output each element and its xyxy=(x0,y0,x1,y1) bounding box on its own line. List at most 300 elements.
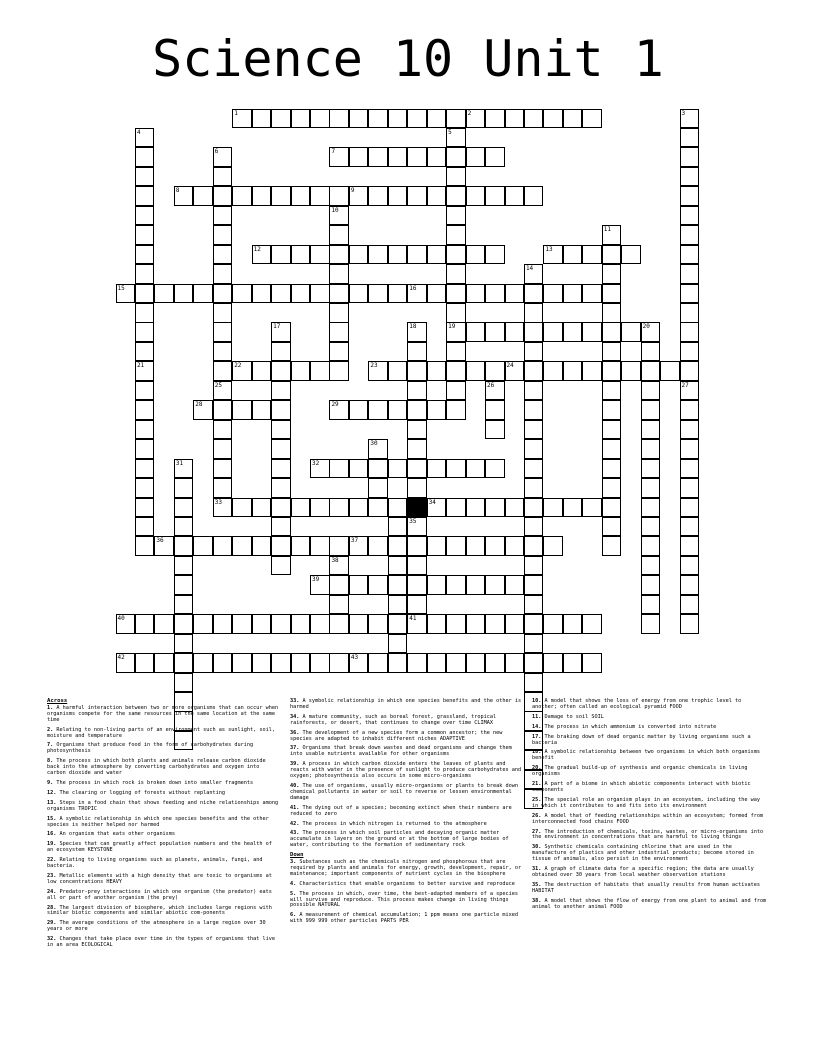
crossword-cell[interactable] xyxy=(232,653,252,673)
crossword-cell[interactable] xyxy=(329,147,349,167)
crossword-cell[interactable] xyxy=(135,478,155,498)
crossword-cell[interactable] xyxy=(524,322,544,342)
crossword-cell[interactable] xyxy=(641,556,661,576)
crossword-cell[interactable] xyxy=(232,498,252,518)
crossword-cell[interactable] xyxy=(641,498,661,518)
crossword-cell[interactable] xyxy=(524,459,544,479)
crossword-cell[interactable] xyxy=(680,400,700,420)
crossword-cell[interactable] xyxy=(135,284,155,304)
crossword-cell[interactable] xyxy=(407,595,427,615)
crossword-cell[interactable] xyxy=(407,109,427,129)
crossword-cell[interactable] xyxy=(135,167,155,187)
crossword-cell[interactable] xyxy=(446,400,466,420)
crossword-cell[interactable] xyxy=(427,498,447,518)
crossword-cell[interactable] xyxy=(680,575,700,595)
crossword-cell[interactable] xyxy=(680,322,700,342)
crossword-cell[interactable] xyxy=(329,459,349,479)
crossword-cell[interactable] xyxy=(524,634,544,654)
crossword-cell[interactable] xyxy=(368,614,388,634)
crossword-cell[interactable] xyxy=(680,556,700,576)
crossword-cell[interactable] xyxy=(135,225,155,245)
crossword-cell[interactable] xyxy=(232,186,252,206)
crossword-cell[interactable] xyxy=(213,303,233,323)
crossword-cell[interactable] xyxy=(174,517,194,537)
crossword-cell[interactable] xyxy=(329,186,349,206)
crossword-cell[interactable] xyxy=(154,536,174,556)
crossword-cell[interactable] xyxy=(427,536,447,556)
crossword-cell[interactable] xyxy=(602,381,622,401)
crossword-cell[interactable] xyxy=(563,614,583,634)
crossword-cell[interactable] xyxy=(291,498,311,518)
crossword-cell[interactable] xyxy=(680,206,700,226)
crossword-cell[interactable] xyxy=(602,225,622,245)
crossword-cell[interactable] xyxy=(213,264,233,284)
crossword-cell[interactable] xyxy=(193,400,213,420)
crossword-cell[interactable] xyxy=(135,400,155,420)
crossword-cell[interactable] xyxy=(524,284,544,304)
crossword-cell[interactable] xyxy=(524,400,544,420)
crossword-cell[interactable] xyxy=(466,498,486,518)
crossword-cell[interactable] xyxy=(174,478,194,498)
crossword-cell[interactable] xyxy=(349,575,369,595)
crossword-cell[interactable] xyxy=(466,653,486,673)
crossword-cell[interactable] xyxy=(388,634,408,654)
crossword-cell[interactable] xyxy=(310,575,330,595)
crossword-cell[interactable] xyxy=(446,264,466,284)
crossword-cell[interactable] xyxy=(135,303,155,323)
crossword-cell[interactable] xyxy=(388,498,408,518)
crossword-cell[interactable] xyxy=(349,498,369,518)
crossword-cell[interactable] xyxy=(368,400,388,420)
crossword-cell[interactable] xyxy=(446,498,466,518)
crossword-cell[interactable] xyxy=(505,575,525,595)
crossword-cell[interactable] xyxy=(349,614,369,634)
crossword-cell[interactable] xyxy=(271,556,291,576)
crossword-cell[interactable] xyxy=(349,147,369,167)
crossword-cell[interactable] xyxy=(271,459,291,479)
crossword-cell[interactable] xyxy=(524,575,544,595)
crossword-cell[interactable] xyxy=(213,439,233,459)
crossword-cell[interactable] xyxy=(388,109,408,129)
crossword-cell[interactable] xyxy=(388,614,408,634)
crossword-cell[interactable] xyxy=(368,186,388,206)
crossword-cell[interactable] xyxy=(602,303,622,323)
crossword-cell[interactable] xyxy=(427,459,447,479)
crossword-cell[interactable] xyxy=(329,536,349,556)
crossword-cell[interactable] xyxy=(135,322,155,342)
crossword-cell[interactable] xyxy=(680,284,700,304)
crossword-cell[interactable] xyxy=(135,147,155,167)
crossword-cell[interactable] xyxy=(213,245,233,265)
crossword-cell[interactable] xyxy=(524,381,544,401)
crossword-cell[interactable] xyxy=(349,536,369,556)
crossword-cell[interactable] xyxy=(329,498,349,518)
crossword-cell[interactable] xyxy=(310,284,330,304)
crossword-cell[interactable] xyxy=(271,478,291,498)
crossword-cell[interactable] xyxy=(524,186,544,206)
crossword-cell[interactable] xyxy=(213,498,233,518)
crossword-cell[interactable] xyxy=(349,400,369,420)
crossword-cell[interactable] xyxy=(582,322,602,342)
crossword-cell[interactable] xyxy=(291,284,311,304)
crossword-cell[interactable] xyxy=(641,595,661,615)
crossword-cell[interactable] xyxy=(329,284,349,304)
crossword-cell[interactable] xyxy=(427,361,447,381)
crossword-cell[interactable] xyxy=(621,245,641,265)
crossword-cell[interactable] xyxy=(174,536,194,556)
crossword-cell[interactable] xyxy=(135,186,155,206)
crossword-cell[interactable] xyxy=(349,186,369,206)
crossword-cell[interactable] xyxy=(291,614,311,634)
crossword-cell[interactable] xyxy=(310,536,330,556)
crossword-cell[interactable] xyxy=(680,361,700,381)
crossword-cell[interactable] xyxy=(310,361,330,381)
crossword-cell[interactable] xyxy=(582,653,602,673)
crossword-cell[interactable] xyxy=(291,245,311,265)
crossword-cell[interactable] xyxy=(641,478,661,498)
crossword-cell[interactable] xyxy=(310,186,330,206)
crossword-cell[interactable] xyxy=(524,614,544,634)
crossword-cell[interactable] xyxy=(135,264,155,284)
crossword-cell[interactable] xyxy=(485,459,505,479)
crossword-cell[interactable] xyxy=(368,245,388,265)
crossword-cell[interactable] xyxy=(388,575,408,595)
crossword-cell[interactable] xyxy=(407,147,427,167)
crossword-cell[interactable] xyxy=(543,614,563,634)
crossword-cell[interactable] xyxy=(154,284,174,304)
crossword-cell[interactable] xyxy=(213,322,233,342)
crossword-cell[interactable] xyxy=(602,322,622,342)
crossword-cell[interactable] xyxy=(485,498,505,518)
crossword-cell[interactable] xyxy=(368,478,388,498)
crossword-cell[interactable] xyxy=(213,186,233,206)
crossword-cell[interactable] xyxy=(602,400,622,420)
crossword-cell[interactable] xyxy=(680,225,700,245)
crossword-cell[interactable] xyxy=(232,361,252,381)
crossword-cell[interactable] xyxy=(368,147,388,167)
crossword-cell[interactable] xyxy=(485,186,505,206)
crossword-cell[interactable] xyxy=(446,284,466,304)
crossword-cell[interactable] xyxy=(291,186,311,206)
crossword-cell[interactable] xyxy=(388,536,408,556)
crossword-cell[interactable] xyxy=(621,361,641,381)
crossword-cell[interactable] xyxy=(602,459,622,479)
crossword-cell[interactable] xyxy=(407,342,427,362)
crossword-cell[interactable] xyxy=(543,536,563,556)
crossword-cell[interactable] xyxy=(368,536,388,556)
crossword-cell[interactable] xyxy=(485,147,505,167)
crossword-cell[interactable] xyxy=(368,653,388,673)
crossword-cell[interactable] xyxy=(524,653,544,673)
crossword-cell[interactable] xyxy=(135,498,155,518)
crossword-cell[interactable] xyxy=(680,517,700,537)
crossword-cell[interactable] xyxy=(174,459,194,479)
crossword-cell[interactable] xyxy=(407,245,427,265)
crossword-cell[interactable] xyxy=(446,614,466,634)
crossword-cell[interactable] xyxy=(602,439,622,459)
crossword-cell[interactable] xyxy=(427,109,447,129)
crossword-cell[interactable] xyxy=(641,420,661,440)
crossword-cell[interactable] xyxy=(602,361,622,381)
crossword-cell[interactable] xyxy=(291,653,311,673)
crossword-cell[interactable] xyxy=(329,245,349,265)
crossword-cell[interactable] xyxy=(271,381,291,401)
crossword-cell[interactable] xyxy=(368,439,388,459)
crossword-cell[interactable] xyxy=(466,361,486,381)
crossword-cell[interactable] xyxy=(174,556,194,576)
crossword-cell[interactable] xyxy=(271,361,291,381)
crossword-cell[interactable] xyxy=(446,459,466,479)
crossword-cell[interactable] xyxy=(310,498,330,518)
crossword-cell[interactable] xyxy=(135,420,155,440)
crossword-cell[interactable] xyxy=(543,245,563,265)
crossword-cell[interactable] xyxy=(446,322,466,342)
crossword-cell[interactable] xyxy=(388,595,408,615)
crossword-cell[interactable] xyxy=(466,322,486,342)
crossword-cell[interactable] xyxy=(563,284,583,304)
crossword-cell[interactable] xyxy=(349,245,369,265)
crossword-cell[interactable] xyxy=(407,556,427,576)
crossword-cell[interactable] xyxy=(427,284,447,304)
crossword-cell[interactable] xyxy=(213,614,233,634)
crossword-cell[interactable] xyxy=(563,361,583,381)
crossword-cell[interactable] xyxy=(582,284,602,304)
crossword-cell[interactable] xyxy=(485,109,505,129)
crossword-cell[interactable] xyxy=(252,400,272,420)
crossword-cell[interactable] xyxy=(116,284,136,304)
crossword-cell[interactable] xyxy=(388,284,408,304)
crossword-cell[interactable] xyxy=(213,400,233,420)
crossword-cell[interactable] xyxy=(485,284,505,304)
crossword-cell[interactable] xyxy=(446,342,466,362)
crossword-cell[interactable] xyxy=(213,284,233,304)
crossword-cell[interactable] xyxy=(466,575,486,595)
crossword-cell[interactable] xyxy=(407,420,427,440)
crossword-cell[interactable] xyxy=(193,536,213,556)
crossword-cell[interactable] xyxy=(174,614,194,634)
crossword-cell[interactable] xyxy=(524,536,544,556)
crossword-cell[interactable] xyxy=(602,284,622,304)
crossword-cell[interactable] xyxy=(524,342,544,362)
crossword-cell[interactable] xyxy=(174,595,194,615)
crossword-cell[interactable] xyxy=(641,459,661,479)
crossword-cell[interactable] xyxy=(252,614,272,634)
crossword-cell[interactable] xyxy=(368,459,388,479)
crossword-cell[interactable] xyxy=(505,361,525,381)
crossword-cell[interactable] xyxy=(485,245,505,265)
crossword-cell[interactable] xyxy=(232,614,252,634)
crossword-cell[interactable] xyxy=(388,361,408,381)
crossword-cell[interactable] xyxy=(135,342,155,362)
crossword-cell[interactable] xyxy=(349,284,369,304)
crossword-cell[interactable] xyxy=(446,128,466,148)
crossword-cell[interactable] xyxy=(427,614,447,634)
crossword-cell[interactable] xyxy=(388,556,408,576)
crossword-cell[interactable] xyxy=(291,536,311,556)
crossword-cell[interactable] xyxy=(446,575,466,595)
crossword-cell[interactable] xyxy=(174,673,194,693)
crossword-cell[interactable] xyxy=(213,459,233,479)
crossword-cell[interactable] xyxy=(310,653,330,673)
crossword-cell[interactable] xyxy=(563,322,583,342)
crossword-cell[interactable] xyxy=(446,167,466,187)
crossword-cell[interactable] xyxy=(641,614,661,634)
crossword-cell[interactable] xyxy=(213,342,233,362)
crossword-cell[interactable] xyxy=(271,245,291,265)
crossword-cell[interactable] xyxy=(329,400,349,420)
crossword-cell[interactable] xyxy=(680,128,700,148)
crossword-cell[interactable] xyxy=(407,614,427,634)
crossword-cell[interactable] xyxy=(213,420,233,440)
crossword-cell[interactable] xyxy=(271,536,291,556)
crossword-cell[interactable] xyxy=(271,284,291,304)
crossword-cell[interactable] xyxy=(446,653,466,673)
crossword-cell[interactable] xyxy=(680,109,700,129)
crossword-cell[interactable] xyxy=(466,614,486,634)
crossword-cell[interactable] xyxy=(368,575,388,595)
crossword-cell[interactable] xyxy=(213,536,233,556)
crossword-cell[interactable] xyxy=(505,498,525,518)
crossword-cell[interactable] xyxy=(680,303,700,323)
crossword-cell[interactable] xyxy=(329,361,349,381)
crossword-cell[interactable] xyxy=(252,284,272,304)
crossword-cell[interactable] xyxy=(524,556,544,576)
crossword-cell[interactable] xyxy=(485,614,505,634)
crossword-cell[interactable] xyxy=(407,439,427,459)
crossword-cell[interactable] xyxy=(388,400,408,420)
crossword-cell[interactable] xyxy=(271,420,291,440)
crossword-cell[interactable] xyxy=(680,245,700,265)
crossword-cell[interactable] xyxy=(602,517,622,537)
crossword-cell[interactable] xyxy=(213,361,233,381)
crossword-cell[interactable] xyxy=(213,653,233,673)
crossword-cell[interactable] xyxy=(485,653,505,673)
crossword-cell[interactable] xyxy=(232,400,252,420)
crossword-cell[interactable] xyxy=(641,400,661,420)
crossword-cell[interactable] xyxy=(524,264,544,284)
crossword-cell[interactable] xyxy=(524,361,544,381)
crossword-cell[interactable] xyxy=(388,147,408,167)
crossword-cell[interactable] xyxy=(427,400,447,420)
crossword-cell[interactable] xyxy=(582,498,602,518)
crossword-cell[interactable] xyxy=(641,322,661,342)
crossword-cell[interactable] xyxy=(232,109,252,129)
crossword-cell[interactable] xyxy=(407,517,427,537)
crossword-cell[interactable] xyxy=(135,381,155,401)
crossword-cell[interactable] xyxy=(329,264,349,284)
crossword-cell[interactable] xyxy=(680,420,700,440)
crossword-cell[interactable] xyxy=(446,206,466,226)
crossword-cell[interactable] xyxy=(602,478,622,498)
crossword-cell[interactable] xyxy=(193,653,213,673)
crossword-cell[interactable] xyxy=(232,536,252,556)
crossword-cell[interactable] xyxy=(329,303,349,323)
crossword-cell[interactable] xyxy=(446,225,466,245)
crossword-cell[interactable] xyxy=(407,186,427,206)
crossword-cell[interactable] xyxy=(524,498,544,518)
crossword-cell[interactable] xyxy=(543,361,563,381)
crossword-cell[interactable] xyxy=(680,147,700,167)
crossword-cell[interactable] xyxy=(310,109,330,129)
crossword-cell[interactable] xyxy=(680,536,700,556)
crossword-cell[interactable] xyxy=(252,361,272,381)
crossword-cell[interactable] xyxy=(174,575,194,595)
crossword-cell[interactable] xyxy=(368,498,388,518)
crossword-cell[interactable] xyxy=(680,439,700,459)
crossword-cell[interactable] xyxy=(680,167,700,187)
crossword-cell[interactable] xyxy=(485,536,505,556)
crossword-cell[interactable] xyxy=(310,614,330,634)
crossword-cell[interactable] xyxy=(407,653,427,673)
crossword-cell[interactable] xyxy=(329,595,349,615)
crossword-cell[interactable] xyxy=(641,381,661,401)
crossword-cell[interactable] xyxy=(193,186,213,206)
crossword-cell[interactable] xyxy=(368,361,388,381)
crossword-cell[interactable] xyxy=(271,322,291,342)
crossword-cell[interactable] xyxy=(641,536,661,556)
crossword-cell[interactable] xyxy=(252,498,272,518)
crossword-cell[interactable] xyxy=(543,498,563,518)
crossword-cell[interactable] xyxy=(524,439,544,459)
crossword-cell[interactable] xyxy=(641,575,661,595)
crossword-cell[interactable] xyxy=(466,459,486,479)
crossword-cell[interactable] xyxy=(329,556,349,576)
crossword-cell[interactable] xyxy=(505,653,525,673)
crossword-cell[interactable] xyxy=(116,653,136,673)
crossword-cell[interactable] xyxy=(174,634,194,654)
crossword-cell[interactable] xyxy=(135,128,155,148)
crossword-cell[interactable] xyxy=(680,614,700,634)
crossword-cell[interactable] xyxy=(329,206,349,226)
crossword-cell[interactable] xyxy=(446,186,466,206)
crossword-cell[interactable] xyxy=(407,400,427,420)
crossword-cell[interactable] xyxy=(252,186,272,206)
crossword-cell[interactable] xyxy=(602,498,622,518)
crossword-cell[interactable] xyxy=(407,459,427,479)
crossword-cell[interactable] xyxy=(407,361,427,381)
crossword-cell[interactable] xyxy=(154,614,174,634)
crossword-cell[interactable] xyxy=(213,167,233,187)
crossword-cell[interactable] xyxy=(543,109,563,129)
crossword-cell[interactable] xyxy=(174,284,194,304)
crossword-cell[interactable] xyxy=(524,303,544,323)
crossword-cell[interactable] xyxy=(407,536,427,556)
crossword-cell[interactable] xyxy=(271,109,291,129)
crossword-cell[interactable] xyxy=(135,439,155,459)
crossword-cell[interactable] xyxy=(388,459,408,479)
crossword-cell[interactable] xyxy=(602,264,622,284)
crossword-cell[interactable] xyxy=(582,109,602,129)
crossword-cell[interactable] xyxy=(135,653,155,673)
crossword-cell[interactable] xyxy=(174,498,194,518)
crossword-cell[interactable] xyxy=(329,614,349,634)
crossword-cell[interactable] xyxy=(174,186,194,206)
crossword-cell[interactable] xyxy=(329,322,349,342)
crossword-cell[interactable] xyxy=(466,536,486,556)
crossword-cell[interactable] xyxy=(252,245,272,265)
crossword-cell[interactable] xyxy=(621,322,641,342)
crossword-cell[interactable] xyxy=(135,206,155,226)
crossword-cell[interactable] xyxy=(680,264,700,284)
crossword-cell[interactable] xyxy=(213,381,233,401)
crossword-cell[interactable] xyxy=(680,186,700,206)
crossword-cell[interactable] xyxy=(543,653,563,673)
crossword-cell[interactable] xyxy=(407,381,427,401)
crossword-cell[interactable] xyxy=(543,284,563,304)
crossword-cell[interactable] xyxy=(505,536,525,556)
crossword-cell[interactable] xyxy=(641,439,661,459)
crossword-cell[interactable] xyxy=(563,498,583,518)
